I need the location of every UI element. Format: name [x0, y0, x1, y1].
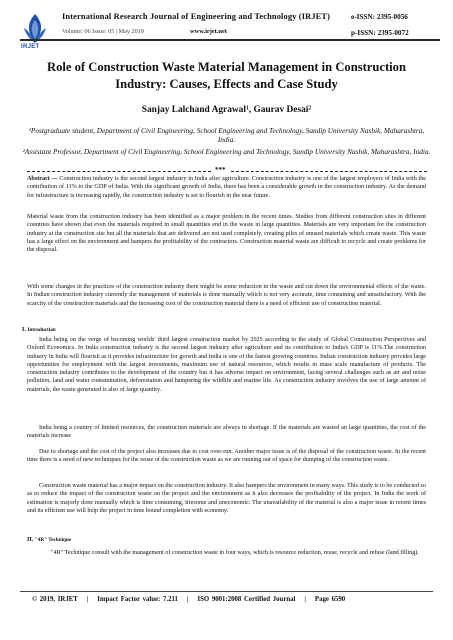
header-divider: [20, 39, 440, 41]
section-heading-introduction: [22, 326, 56, 333]
volume-issue: Volume: 06 Issue: 05 | May 2019: [62, 28, 144, 35]
abstract-paragraph: [27, 175, 426, 200]
paper-authors: Sanjay Lalchand Agrawal¹, Gaurav Desai²: [141, 105, 312, 115]
section-number: I.: [22, 326, 28, 333]
logo-text: IRJET: [21, 44, 40, 50]
p-issn: p-ISSN: 2395-0072: [351, 29, 409, 37]
journal-website-link[interactable]: www.irjet.net: [190, 28, 227, 35]
e-issn: e-ISSN: 2395-0056: [351, 13, 408, 21]
irjet-logo-icon: [20, 12, 50, 46]
separator-dash-left: [27, 171, 211, 172]
abstract-text: Construction industry is the second largest industry in India after agriculture. Construction industry is one of the largest employers of India with the contribution of 11% to the GDP of India. With the significant growth of India, there has been a considerable growth in the construction industry. As the demand for infrastructure is increasing rapidly, the construction industry is set to flourish in the near future.: [27, 176, 426, 199]
intro-paragraph-2: India being a country of limited resources, the construction materials are always in shortage. If the materials are wasted an large quantities, the cost of the materials increase: [27, 425, 426, 440]
technique-paragraph-1: "4R" Technique consult with the management of construction waste in four ways, which is resource reduction, reuse, recycle and refuse (land filling).: [51, 550, 419, 556]
abstract-paragraph-3: With some changes in the practices of the construction industry there might be some reduction in the waste and cut down the environmental effects of the waste. In Indian construction industry currently the management of materials is done manually which is not very accurate, time consuming and unsatisfactory. With the scarcity of the construction materials and the increasing cost of the construction material there is a need of efficient use of construction material.: [27, 284, 426, 307]
footer-copyright: © 2019, IRJET: [32, 596, 78, 603]
intro-paragraph-4: Construction waste material has a major impact on the construction industry. It also hampers the environment in many ways. This study is to be conducted so as to reduce the impact of the construction waste on the project and the environment as it also decreases the profitability of the project. In India the work of estimation is majorly done manually which is time consuming, tiresome and uneconomic. The unavailability of the material is also a major issue in recent times and its efficient use will help the project in time bound completion with economy.: [27, 483, 426, 514]
footer-separator: |: [86, 596, 89, 603]
separator-dash-right: [231, 171, 427, 172]
intro-paragraph-1: India being on the verge of becoming worlds' third largest construction market by 2025 according to the study of Global Construction Perspectives and Oxford Economics. In India construction industry is the second largest industry after agriculture and its contribution to India's GDP is 11%.The construction industry in India will flourish as it provides infrastructure for growth and India is one of the fastest growing countries. Indian construction industry provides large opportunities for employment with the largest investments, maximum use of natural resources, which results in mass scale manufacture of products. The construction industry contributes to the development of the country but it has adverse impact on environment, facing several challenges such as air and noise pollution, land and water contamination, deforestation and hampering the wildlife and marine life. As construction industry involves the use of large amount of materials, the waste generated is also of large quantity.: [27, 337, 426, 393]
footer-iso: ISO 9001:2008 Certified Journal: [197, 596, 296, 603]
journal-header: [0, 0, 453, 56]
footer-page-number: Page 6590: [314, 596, 346, 603]
journal-name: International Research Journal of Engineering and Technology (IRJET): [62, 12, 331, 21]
separator-stars: ***: [215, 166, 226, 174]
footer-separator: |: [186, 596, 189, 603]
section-number: II.: [27, 536, 35, 543]
paper-title: Role of Construction Waste Material Management in Construction Industry: Causes, Effects and Case Study: [46, 60, 406, 91]
affiliation-1: ¹Postgraduate student, Department of Civil Engineering, School Engineering and Technology, Sandip University Nashik, Maharashtra, India.: [28, 126, 425, 145]
footer-separator: |: [304, 596, 306, 603]
abstract-paragraph-2: Material waste from the construction industry has been identified as a major problem in the recent times. Studies from different construction sites in different countries have shown that even the materials required in small quantities end in the waste in large quantities. Materials are very important for the construction industry at the construction site but all the materials that are delivered are not used completely, creating piles of unused materials which create waste. This waste has a large effect on the environment and hampers the profitability of the contractors. Construction material waste are difficult to recycle and create problems for the disposal.: [27, 214, 426, 253]
section-heading-4r-technique: [27, 536, 71, 543]
footer-divider: [20, 591, 433, 592]
footer-impact-factor: Impact Factor value: 7.211: [97, 596, 178, 603]
intro-paragraph-3: Due to shortage and the cost of the project also increases due to cost over-run. Another major issue is of the disposal of the construction waste. In the recent time there is a need of new techniques for the reuse of the construction waste as we are running out of space for dumping of the construction waste.: [27, 449, 426, 464]
affiliation-2: ²Assistant Professor, Department of Civil Engineering, School Engineering and Technology, Sandip University Nashik, Maharashtra, India.: [22, 147, 431, 156]
section-title: Introduction: [27, 327, 56, 333]
abstract-label: Abstract —: [27, 176, 58, 182]
page-footer: [32, 596, 345, 603]
section-title: "4R" Technique: [34, 537, 72, 543]
